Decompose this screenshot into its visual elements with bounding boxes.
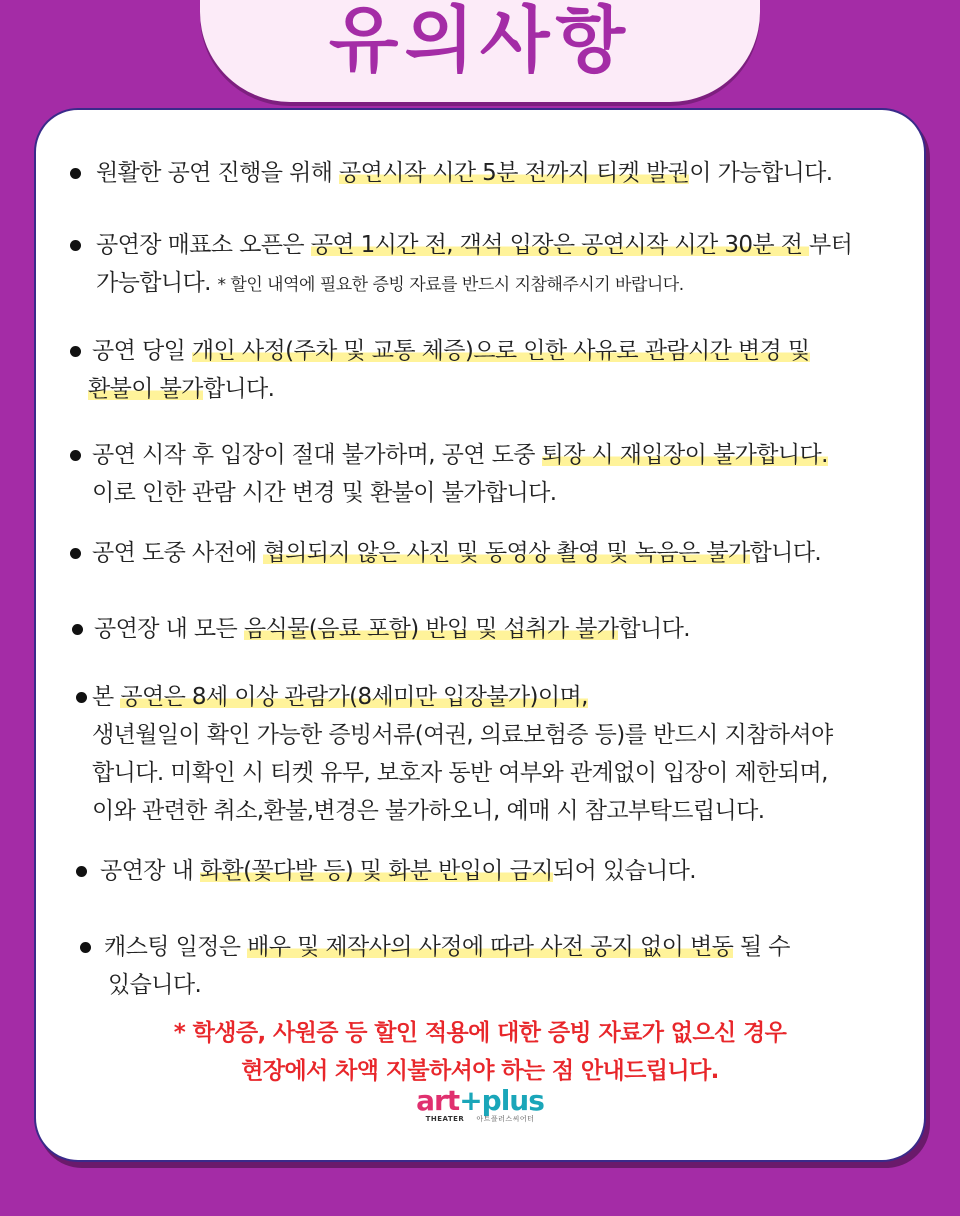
notice-line [92, 332, 810, 370]
notice-line [96, 226, 852, 264]
notice-line [96, 264, 852, 304]
notice-line [108, 966, 790, 1004]
notice-text: 공연장 매표소 오픈은 [96, 232, 311, 258]
notice-text: 가능합니다. [96, 270, 218, 296]
title-banner [200, 0, 760, 102]
notice-text: 캐스팅 일정은 [104, 934, 248, 960]
notice-text: 생년월일이 확인 가능한 증빙서류(여권, 의료보험증 등)를 반드시 지참하셔야 [92, 722, 833, 748]
notice-card [34, 108, 926, 1162]
bullet-icon [70, 346, 81, 357]
notice-line [88, 370, 810, 408]
notice-line [92, 534, 821, 572]
bullet-icon [76, 692, 87, 703]
notice-text: 합니다. [618, 616, 690, 642]
notice-text: 이 가능합니다. [689, 160, 833, 186]
notice-item [36, 852, 696, 890]
bullet-icon [70, 450, 81, 461]
notice-text: 합니다. 미확인 시 티켓 유무, 보호자 동반 여부와 관계없이 입장이 제한되며, [92, 760, 828, 786]
notice-item [36, 332, 810, 408]
notice-item [36, 678, 833, 830]
page-title: 유의사항 [328, 0, 632, 82]
highlighted-text: 공연 1시간 전, 객석 입장은 공연시작 시간 30분 전 [310, 232, 810, 258]
notice-item [36, 436, 828, 512]
notice-text: 공연장 내 모든 [94, 616, 244, 642]
notice-text: 공연 당일 [92, 338, 192, 364]
notice-item [36, 928, 790, 1004]
highlighted-text: 공연은 8세 이상 관람가(8세미만 입장불가)이며, [120, 684, 588, 710]
notice-text: 합니다. [749, 540, 822, 566]
logo-sub-en: THEATER [425, 1115, 465, 1123]
notice-text: 합니다. [202, 376, 275, 402]
bullet-icon [72, 624, 83, 635]
notice-text: 본 [92, 684, 121, 710]
small-note-text: * 할인 내역에 필요한 증빙 자료를 반드시 지참해주시기 바랍니다. [217, 275, 684, 295]
notice-item [36, 154, 832, 192]
highlighted-text: 환불이 불가 [88, 376, 203, 402]
notice-line [92, 754, 833, 792]
notice-text: 공연 시작 후 입장이 절대 불가하며, 공연 도중 [92, 442, 542, 468]
highlighted-text: 배우 및 제작사의 사정에 따라 사전 공지 없이 변동 [247, 934, 734, 960]
notice-text: 원활한 공연 진행을 위해 [96, 160, 340, 186]
notice-line [104, 928, 790, 966]
highlighted-text: 음식물(음료 포함) 반입 및 섭취가 불가 [243, 616, 619, 642]
highlighted-text: 협의되지 않은 사진 및 동영상 촬영 및 녹음은 불가 [263, 540, 750, 566]
notice-line [94, 610, 690, 648]
highlighted-text: 개인 사정(주차 및 교통 체증)으로 인한 사유로 관람시간 변경 및 [191, 338, 810, 364]
logo-plus-text: +plus [459, 1084, 544, 1117]
notice-line [92, 792, 833, 830]
bullet-icon [70, 240, 81, 251]
notice-line [100, 852, 696, 890]
notice-line [92, 436, 828, 474]
notice-text: 될 수 [733, 934, 790, 960]
notice-text: 공연장 내 [100, 858, 200, 884]
notice-text: 되어 있습니다. [552, 858, 697, 884]
notice-text: 이와 관련한 취소,환불,변경은 불가하오니, 예매 시 참고부탁드립니다. [92, 798, 765, 824]
highlighted-text: 공연시작 시간 5분 전까지 티켓 발권 [339, 160, 690, 186]
notice-line [92, 678, 833, 716]
notice-red-line-2: 현장에서 차액 지불하셔야 하는 점 안내드립니다. [241, 1058, 719, 1084]
highlighted-text: 퇴장 시 재입장이 불가합니다. [541, 442, 828, 468]
highlighted-text: 화환(꽃다발 등) 및 화분 반입이 금지 [199, 858, 553, 884]
notice-line [92, 474, 828, 512]
notice-text: 있습니다. [108, 972, 202, 998]
bullet-icon [76, 866, 87, 877]
bullet-icon [70, 168, 81, 179]
notice-line [92, 716, 833, 754]
bullet-icon [80, 942, 91, 953]
artplus-logo [0, 1084, 960, 1125]
notice-red-line-1: * 학생증, 사원증 등 할인 적용에 대한 증빙 자료가 없으신 경우 [173, 1020, 787, 1046]
notice-item [36, 226, 852, 304]
logo-art-text: art [416, 1084, 460, 1117]
notice-text: 공연 도중 사전에 [92, 540, 264, 566]
notice-text: 이로 인한 관람 시간 변경 및 환불이 불가합니다. [92, 480, 557, 506]
notice-item [36, 534, 821, 572]
notice-line [96, 154, 832, 192]
notice-item [36, 610, 690, 648]
notice-text: 부터 [809, 232, 853, 258]
bullet-icon [70, 548, 81, 559]
logo-sub-ko: 아트플러스씨어터 [476, 1115, 535, 1123]
